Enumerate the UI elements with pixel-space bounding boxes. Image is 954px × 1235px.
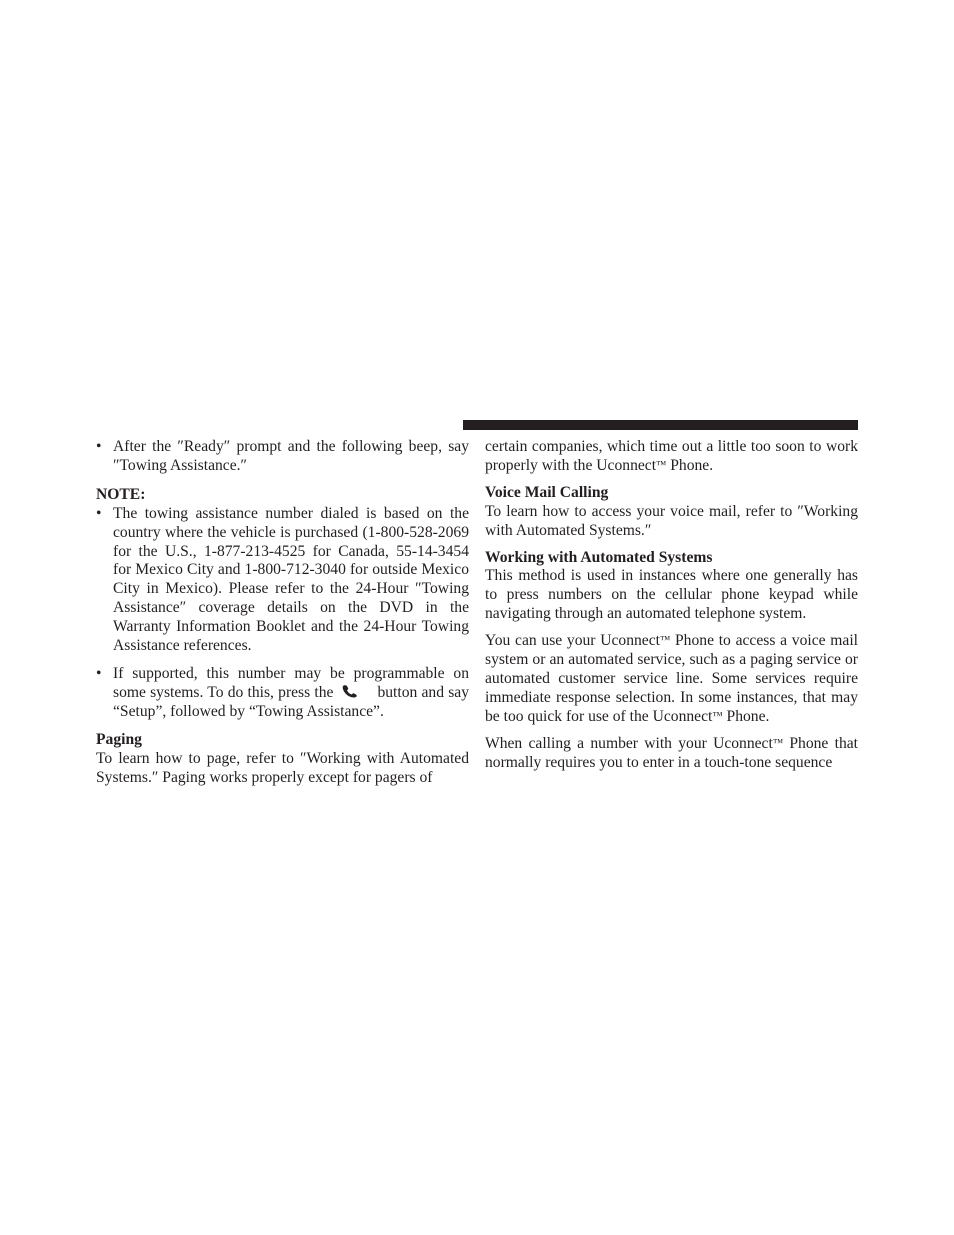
section-rule xyxy=(463,420,858,430)
trademark: ™ xyxy=(659,635,671,647)
bullet-dot: • xyxy=(96,504,102,522)
para-end: Phone. xyxy=(722,707,770,725)
voicemail-heading: Voice Mail Calling xyxy=(485,483,609,501)
trademark: ™ xyxy=(712,710,723,722)
trademark: ™ xyxy=(772,737,784,749)
para-end: Phone that normally requires you to enter in a touch-tone sequence xyxy=(485,734,858,771)
right-column xyxy=(485,438,858,773)
bullet-ready-prompt xyxy=(96,438,469,476)
continuation-after: Phone. xyxy=(666,456,714,474)
continuation-before: certain companies, which time out a little too soon to work properly with the Uconnect xyxy=(485,438,858,474)
bullet-programmable xyxy=(96,665,469,722)
paging-text: To learn how to page, refer to ″Working with Automated Systems.″ Paging works properly except for pagers of xyxy=(96,749,469,786)
automated-systems-heading: Working with Automated Systems xyxy=(485,548,713,566)
para-start: When calling a number with your Uconnect xyxy=(485,734,773,752)
continuation-text xyxy=(485,438,858,476)
bullet-text: After the ″Ready″ prompt and the following beep, say ″Towing Assistance.″ xyxy=(113,438,469,474)
note-heading: NOTE: xyxy=(96,485,146,503)
uconnect-paragraph xyxy=(485,632,858,727)
touch-tone-paragraph xyxy=(485,735,858,773)
para-start: You can use your Uconnect xyxy=(485,632,660,650)
paging-heading: Paging xyxy=(96,730,142,748)
bullet-text: The towing assistance number dialed is based on the country where the vehicle is purchased (1-800-528-2069 for the U.S., 1-877-213-4525 for Canada, 55-14-3454 for Mexico City and 1-800-712-3040 for outside Mexico City in Mexico). Please refer to the 24-Hour ″Towing Assistance″ coverage details on the DVD in the Warranty Information Booklet and the 24-Hour Towing Assistance references. xyxy=(113,504,469,655)
trademark: ™ xyxy=(656,459,667,471)
voicemail-text: To learn how to access your voice mail, refer to ″Working with Automated Systems.″ xyxy=(485,502,858,539)
phone-icon xyxy=(341,684,363,698)
bullet-dot: • xyxy=(96,438,102,455)
para-middle: Phone to access a voice mail system or an automated service, such as a paging service or automated customer service line. Some services require immediate response selection. In some instances, that may be too quick for use of the Uconnect xyxy=(485,632,859,725)
bullet-text-after: button and say “Setup”, followed by “Towing Assistance”. xyxy=(113,683,469,720)
automated-systems-text: This method is used in instances where one generally has to press numbers on the cellular phone keypad while navigating through an automated telephone system. xyxy=(485,567,858,623)
bullet-towing-number xyxy=(96,505,469,656)
bullet-text-before: If supported, this number may be programmable on some systems. To do this, press the xyxy=(113,664,469,701)
bullet-dot: • xyxy=(96,664,102,682)
left-column xyxy=(96,438,469,787)
